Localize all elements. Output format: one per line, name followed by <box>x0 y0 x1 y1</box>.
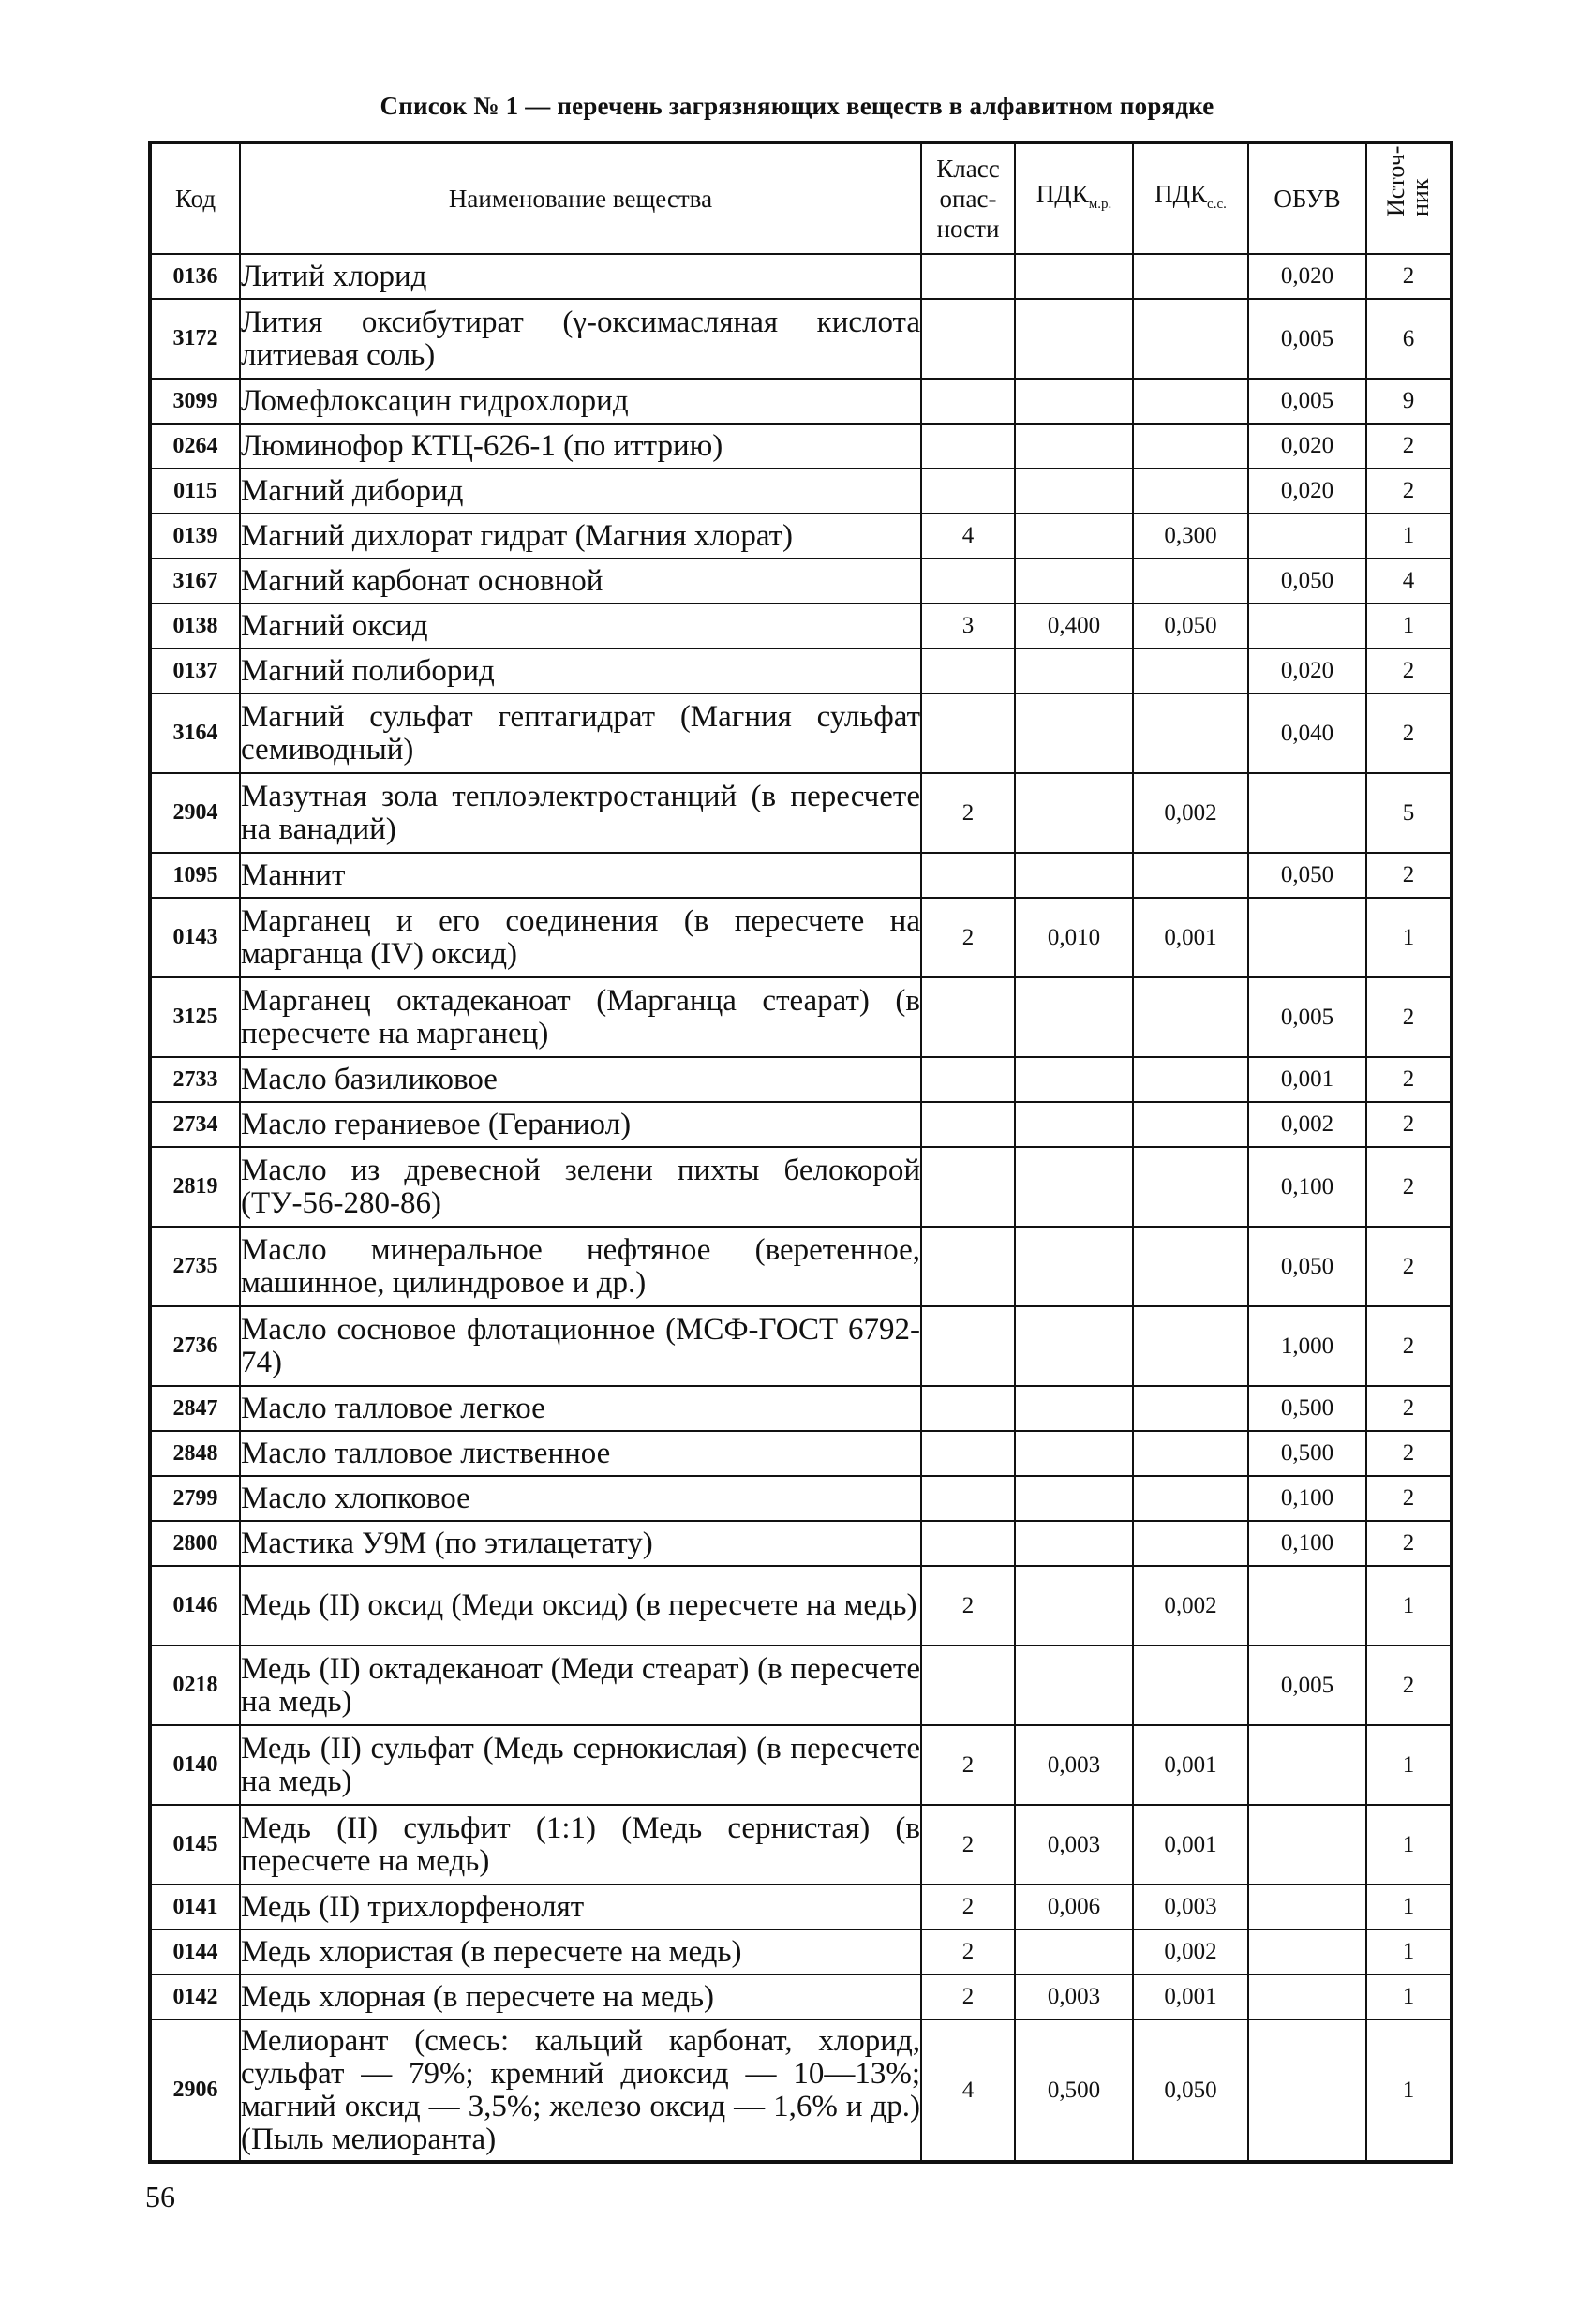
cell-pdk-mr <box>1015 379 1133 424</box>
header-class-line: Класс <box>936 155 1000 183</box>
cell-pdk-ss: 0,050 <box>1133 2019 1248 2162</box>
cell-name: Люминофор КТЦ-626-1 (по иттрию) <box>240 424 921 469</box>
cell-obuv: 0,002 <box>1248 1102 1366 1147</box>
cell-pdk-mr <box>1015 1386 1133 1431</box>
table-row <box>150 1386 1452 1431</box>
cell-pdk-mr <box>1015 1929 1133 1974</box>
cell-obuv: 0,100 <box>1248 1476 1366 1521</box>
cell-pdk-mr: 0,500 <box>1015 2019 1133 2162</box>
cell-code: 0264 <box>150 424 240 469</box>
cell-name: Медь (II) сульфат (Медь сернокислая) (в пересчете на медь) <box>240 1725 921 1805</box>
cell-obuv: 0,005 <box>1248 299 1366 379</box>
table-row <box>150 1227 1452 1306</box>
cell-pdk-mr <box>1015 977 1133 1057</box>
cell-source: 2 <box>1366 648 1452 693</box>
cell-pdk-mr <box>1015 469 1133 514</box>
cell-code: 0146 <box>150 1566 240 1646</box>
cell-pdk-mr <box>1015 1057 1133 1102</box>
cell-pdk-ss: 0,001 <box>1133 1974 1248 2019</box>
cell-class <box>921 1057 1015 1102</box>
cell-obuv: 0,050 <box>1248 1227 1366 1306</box>
table-row <box>150 1102 1452 1147</box>
cell-pdk-mr: 0,003 <box>1015 1974 1133 2019</box>
cell-class <box>921 1476 1015 1521</box>
cell-obuv: 0,500 <box>1248 1431 1366 1476</box>
cell-code: 2736 <box>150 1306 240 1386</box>
cell-name: Медь хлорная (в пересчете на медь) <box>240 1974 921 2019</box>
cell-pdk-mr <box>1015 424 1133 469</box>
cell-pdk-ss: 0,001 <box>1133 898 1248 977</box>
cell-pdk-ss: 0,002 <box>1133 773 1248 853</box>
cell-source: 1 <box>1366 603 1452 648</box>
cell-name: Масло из древесной зелени пихты белокорой (ТУ-56-280-86) <box>240 1147 921 1227</box>
cell-class <box>921 254 1015 299</box>
header-pdk-mr-main: ПДК <box>1035 179 1089 208</box>
cell-obuv: 0,050 <box>1248 853 1366 898</box>
cell-pdk-ss <box>1133 1431 1248 1476</box>
table-row <box>150 514 1452 559</box>
page-title: Список № 1 — перечень загрязняющих веществ в алфавитном порядке <box>380 92 1214 120</box>
cell-source: 1 <box>1366 1725 1452 1805</box>
cell-obuv: 0,100 <box>1248 1147 1366 1227</box>
cell-pdk-mr <box>1015 773 1133 853</box>
cell-code: 2799 <box>150 1476 240 1521</box>
cell-pdk-ss: 0,001 <box>1133 1725 1248 1805</box>
cell-pdk-ss: 0,002 <box>1133 1929 1248 1974</box>
cell-name: Литий хлорид <box>240 254 921 299</box>
cell-name: Медь хлористая (в пересчете на медь) <box>240 1929 921 1974</box>
cell-pdk-mr: 0,003 <box>1015 1805 1133 1885</box>
cell-obuv <box>1248 1566 1366 1646</box>
cell-name: Медь (II) октадеканоат (Меди стеарат) (в пересчете на медь) <box>240 1646 921 1725</box>
cell-class <box>921 559 1015 603</box>
table-row <box>150 853 1452 898</box>
cell-code: 2847 <box>150 1386 240 1431</box>
cell-pdk-mr <box>1015 1227 1133 1306</box>
table-body <box>150 254 1452 2162</box>
cell-class: 4 <box>921 2019 1015 2162</box>
cell-code: 0143 <box>150 898 240 977</box>
cell-source: 1 <box>1366 898 1452 977</box>
cell-code: 0137 <box>150 648 240 693</box>
cell-class <box>921 1227 1015 1306</box>
cell-source: 1 <box>1366 1974 1452 2019</box>
cell-class: 2 <box>921 1974 1015 2019</box>
cell-class <box>921 1431 1015 1476</box>
table-row <box>150 1974 1452 2019</box>
cell-obuv: 1,000 <box>1248 1306 1366 1386</box>
cell-pdk-mr <box>1015 1521 1133 1566</box>
cell-pdk-ss: 0,003 <box>1133 1885 1248 1929</box>
cell-code: 2734 <box>150 1102 240 1147</box>
cell-class <box>921 1147 1015 1227</box>
cell-name: Мазутная зола теплоэлектростанций (в пересчете на ванадий) <box>240 773 921 853</box>
cell-name: Медь (II) сульфит (1:1) (Медь сернистая) (в пересчете на медь) <box>240 1805 921 1885</box>
cell-obuv <box>1248 1805 1366 1885</box>
header-name: Наименование вещества <box>240 142 921 254</box>
cell-class <box>921 853 1015 898</box>
cell-source: 2 <box>1366 424 1452 469</box>
table-row <box>150 1431 1452 1476</box>
cell-source: 1 <box>1366 1885 1452 1929</box>
cell-name: Марганец и его соединения (в пересчете на марганца (IV) оксид) <box>240 898 921 977</box>
cell-obuv: 0,500 <box>1248 1386 1366 1431</box>
cell-code: 0139 <box>150 514 240 559</box>
cell-pdk-ss <box>1133 1057 1248 1102</box>
cell-class <box>921 1386 1015 1431</box>
cell-source: 1 <box>1366 2019 1452 2162</box>
cell-pdk-mr <box>1015 1102 1133 1147</box>
table-row <box>150 469 1452 514</box>
table-row <box>150 648 1452 693</box>
cell-pdk-mr <box>1015 693 1133 773</box>
header-code: Код <box>150 142 240 254</box>
cell-pdk-mr <box>1015 1476 1133 1521</box>
header-pdk-ss-sub: с.с. <box>1207 196 1227 212</box>
cell-code: 2735 <box>150 1227 240 1306</box>
cell-pdk-mr <box>1015 1431 1133 1476</box>
cell-pdk-mr <box>1015 853 1133 898</box>
cell-source: 1 <box>1366 1566 1452 1646</box>
cell-code: 0136 <box>150 254 240 299</box>
cell-pdk-mr <box>1015 1147 1133 1227</box>
cell-source: 2 <box>1366 1102 1452 1147</box>
cell-class <box>921 648 1015 693</box>
cell-class <box>921 1306 1015 1386</box>
cell-pdk-ss <box>1133 469 1248 514</box>
cell-obuv: 0,020 <box>1248 424 1366 469</box>
cell-code: 0218 <box>150 1646 240 1725</box>
cell-name: Медь (II) трихлорфенолят <box>240 1885 921 1929</box>
cell-name: Масло хлопковое <box>240 1476 921 1521</box>
table-row <box>150 603 1452 648</box>
header-class-line: ности <box>936 215 1000 243</box>
cell-source: 2 <box>1366 853 1452 898</box>
cell-obuv <box>1248 514 1366 559</box>
cell-source: 2 <box>1366 254 1452 299</box>
cell-obuv: 0,020 <box>1248 469 1366 514</box>
cell-obuv <box>1248 2019 1366 2162</box>
cell-obuv <box>1248 898 1366 977</box>
cell-pdk-mr <box>1015 648 1133 693</box>
header-pdk-ss-main: ПДК <box>1155 179 1208 208</box>
table-row <box>150 1476 1452 1521</box>
cell-class: 2 <box>921 1805 1015 1885</box>
cell-pdk-ss: 0,002 <box>1133 1566 1248 1646</box>
cell-class: 2 <box>921 1725 1015 1805</box>
cell-source: 2 <box>1366 1521 1452 1566</box>
cell-code: 3125 <box>150 977 240 1057</box>
table-row <box>150 1646 1452 1725</box>
cell-pdk-ss <box>1133 1102 1248 1147</box>
cell-name: Масло минеральное нефтяное (веретенное, машинное, цилиндровое и др.) <box>240 1227 921 1306</box>
cell-code: 2904 <box>150 773 240 853</box>
cell-pdk-ss <box>1133 559 1248 603</box>
header-obuv: ОБУВ <box>1248 142 1366 254</box>
table-row <box>150 1929 1452 1974</box>
cell-pdk-ss <box>1133 693 1248 773</box>
cell-pdk-ss <box>1133 977 1248 1057</box>
cell-source: 6 <box>1366 299 1452 379</box>
cell-pdk-mr <box>1015 1566 1133 1646</box>
cell-code: 0140 <box>150 1725 240 1805</box>
cell-source: 2 <box>1366 977 1452 1057</box>
cell-code: 0138 <box>150 603 240 648</box>
cell-code: 0145 <box>150 1805 240 1885</box>
table-row <box>150 773 1452 853</box>
table-row <box>150 1521 1452 1566</box>
cell-class <box>921 299 1015 379</box>
table-row <box>150 1725 1452 1805</box>
cell-pdk-mr: 0,003 <box>1015 1725 1133 1805</box>
table-row <box>150 299 1452 379</box>
cell-pdk-ss <box>1133 1386 1248 1431</box>
cell-class: 2 <box>921 1929 1015 1974</box>
cell-name: Ломефлоксацин гидрохлорид <box>240 379 921 424</box>
cell-pdk-ss: 0,001 <box>1133 1805 1248 1885</box>
cell-source: 2 <box>1366 1646 1452 1725</box>
cell-code: 2819 <box>150 1147 240 1227</box>
table-row <box>150 2019 1452 2162</box>
cell-code: 0115 <box>150 469 240 514</box>
cell-source: 4 <box>1366 559 1452 603</box>
cell-pdk-ss <box>1133 1306 1248 1386</box>
cell-obuv: 0,005 <box>1248 379 1366 424</box>
table-row <box>150 1566 1452 1646</box>
table-row <box>150 693 1452 773</box>
cell-obuv <box>1248 773 1366 853</box>
cell-obuv <box>1248 1929 1366 1974</box>
cell-pdk-ss <box>1133 299 1248 379</box>
cell-class <box>921 1646 1015 1725</box>
cell-code: 2800 <box>150 1521 240 1566</box>
cell-code: 3099 <box>150 379 240 424</box>
cell-obuv: 0,020 <box>1248 254 1366 299</box>
table-row <box>150 1306 1452 1386</box>
cell-class <box>921 693 1015 773</box>
cell-code: 0144 <box>150 1929 240 1974</box>
cell-pdk-mr: 0,006 <box>1015 1885 1133 1929</box>
header-class <box>921 142 1015 254</box>
cell-pdk-mr <box>1015 559 1133 603</box>
table-row <box>150 898 1452 977</box>
cell-code: 3167 <box>150 559 240 603</box>
cell-pdk-ss <box>1133 1646 1248 1725</box>
cell-name: Магний диборид <box>240 469 921 514</box>
cell-class <box>921 424 1015 469</box>
cell-obuv: 0,040 <box>1248 693 1366 773</box>
cell-name: Магний оксид <box>240 603 921 648</box>
cell-obuv: 0,100 <box>1248 1521 1366 1566</box>
header-source-line: ник <box>1407 178 1434 216</box>
cell-obuv: 0,050 <box>1248 559 1366 603</box>
table-row <box>150 977 1452 1057</box>
cell-pdk-ss <box>1133 1521 1248 1566</box>
cell-pdk-ss <box>1133 1227 1248 1306</box>
cell-obuv: 0,005 <box>1248 977 1366 1057</box>
cell-source: 2 <box>1366 1431 1452 1476</box>
table-row <box>150 424 1452 469</box>
cell-class <box>921 1102 1015 1147</box>
cell-source: 1 <box>1366 514 1452 559</box>
cell-source: 2 <box>1366 1057 1452 1102</box>
header-class-line: опас- <box>939 185 997 213</box>
cell-class <box>921 1521 1015 1566</box>
header-pdk-mr <box>1015 142 1133 254</box>
cell-class: 2 <box>921 1885 1015 1929</box>
cell-source: 2 <box>1366 1227 1452 1306</box>
cell-pdk-ss: 0,050 <box>1133 603 1248 648</box>
pollutants-table <box>148 141 1453 2164</box>
cell-name: Маннит <box>240 853 921 898</box>
cell-code: 2848 <box>150 1431 240 1476</box>
cell-name: Магний дихлорат гидрат (Магния хлорат) <box>240 514 921 559</box>
header-source-rotated <box>1382 145 1434 216</box>
header-pdk-mr-sub: м.р. <box>1088 196 1112 212</box>
cell-class: 2 <box>921 1566 1015 1646</box>
cell-source: 9 <box>1366 379 1452 424</box>
cell-source: 1 <box>1366 1929 1452 1974</box>
cell-code: 0142 <box>150 1974 240 2019</box>
cell-source: 2 <box>1366 1386 1452 1431</box>
cell-source: 1 <box>1366 1805 1452 1885</box>
cell-pdk-mr <box>1015 1646 1133 1725</box>
cell-code: 1095 <box>150 853 240 898</box>
cell-obuv <box>1248 1885 1366 1929</box>
cell-source: 2 <box>1366 1306 1452 1386</box>
cell-pdk-ss <box>1133 648 1248 693</box>
cell-obuv <box>1248 1725 1366 1805</box>
cell-pdk-ss <box>1133 424 1248 469</box>
cell-class <box>921 977 1015 1057</box>
cell-pdk-mr <box>1015 514 1133 559</box>
cell-pdk-ss <box>1133 1476 1248 1521</box>
cell-source: 2 <box>1366 469 1452 514</box>
cell-pdk-mr <box>1015 1306 1133 1386</box>
cell-pdk-ss <box>1133 254 1248 299</box>
page-number: 56 <box>145 2180 175 2213</box>
cell-class: 4 <box>921 514 1015 559</box>
cell-name: Лития оксибутират (γ-оксимасляная кислота литиевая соль) <box>240 299 921 379</box>
cell-name: Магний сульфат гептагидрат (Магния сульфат семиводный) <box>240 693 921 773</box>
cell-pdk-ss: 0,300 <box>1133 514 1248 559</box>
cell-class <box>921 469 1015 514</box>
cell-name: Масло гераниевое (Гераниол) <box>240 1102 921 1147</box>
cell-pdk-mr: 0,010 <box>1015 898 1133 977</box>
cell-pdk-mr <box>1015 299 1133 379</box>
header-pdk-ss <box>1133 142 1248 254</box>
cell-name: Магний карбонат основной <box>240 559 921 603</box>
table-row <box>150 1147 1452 1227</box>
cell-name: Масло базиликовое <box>240 1057 921 1102</box>
header-source <box>1366 142 1452 254</box>
cell-code: 2906 <box>150 2019 240 2162</box>
cell-obuv <box>1248 603 1366 648</box>
cell-code: 2733 <box>150 1057 240 1102</box>
cell-name: Марганец октадеканоат (Марганца стеарат) (в пересчете на марганец) <box>240 977 921 1057</box>
cell-source: 5 <box>1366 773 1452 853</box>
cell-name: Медь (II) оксид (Меди оксид) (в пересчете на медь) <box>240 1566 921 1646</box>
table-row <box>150 559 1452 603</box>
table-row <box>150 1057 1452 1102</box>
cell-code: 3164 <box>150 693 240 773</box>
cell-source: 2 <box>1366 1147 1452 1227</box>
cell-pdk-ss <box>1133 379 1248 424</box>
cell-name: Мелиорант (смесь: кальций карбонат, хлорид, сульфат — 79%; кремний диоксид — 10—13%; магний оксид — 3,5%; железо оксид — 1,6% и др.) (Пыль мелиоранта) <box>240 2019 921 2162</box>
cell-code: 3172 <box>150 299 240 379</box>
cell-pdk-mr <box>1015 254 1133 299</box>
table-row <box>150 1885 1452 1929</box>
table-row <box>150 1805 1452 1885</box>
table-header-row <box>150 142 1452 254</box>
cell-pdk-ss <box>1133 1147 1248 1227</box>
cell-obuv: 0,020 <box>1248 648 1366 693</box>
cell-name: Масло талловое лиственное <box>240 1431 921 1476</box>
cell-obuv: 0,005 <box>1248 1646 1366 1725</box>
cell-class: 2 <box>921 773 1015 853</box>
cell-obuv: 0,001 <box>1248 1057 1366 1102</box>
cell-name: Магний полиборид <box>240 648 921 693</box>
cell-class: 3 <box>921 603 1015 648</box>
header-source-line: Источ- <box>1382 145 1409 216</box>
cell-class <box>921 379 1015 424</box>
cell-source: 2 <box>1366 1476 1452 1521</box>
table-row <box>150 254 1452 299</box>
table-row <box>150 379 1452 424</box>
cell-class: 2 <box>921 898 1015 977</box>
cell-name: Масло сосновое флотационное (МСФ-ГОСТ 6792-74) <box>240 1306 921 1386</box>
cell-name: Мастика У9М (по этилацетату) <box>240 1521 921 1566</box>
cell-name: Масло талловое легкое <box>240 1386 921 1431</box>
cell-source: 2 <box>1366 693 1452 773</box>
cell-pdk-ss <box>1133 853 1248 898</box>
cell-pdk-mr: 0,400 <box>1015 603 1133 648</box>
cell-obuv <box>1248 1974 1366 2019</box>
cell-code: 0141 <box>150 1885 240 1929</box>
